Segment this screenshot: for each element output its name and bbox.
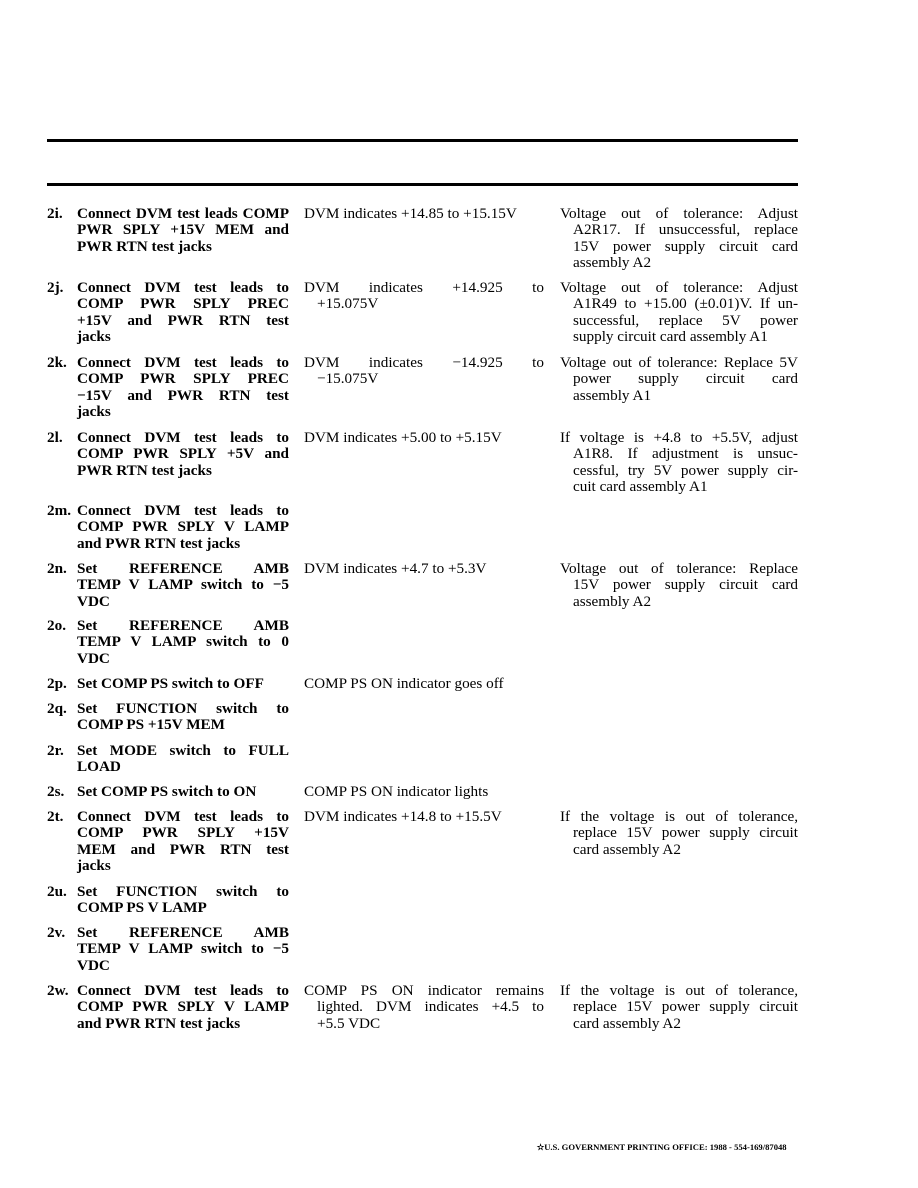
step-action-line: COMP PWR SPLY V LAMP [77, 998, 289, 1016]
step-action-line: Set FUNCTION switch to [77, 883, 289, 900]
step-remedy-line: 15V power supply circuit card [573, 237, 798, 255]
step-number: 2p. [47, 675, 67, 692]
step-action-line: jacks [77, 857, 111, 875]
step-remedy-line: supply circuit card assembly A1 [573, 328, 768, 346]
step-action-line: jacks [77, 328, 111, 346]
step-action-line: Connect DVM test leads to [77, 279, 289, 296]
step-result [304, 430, 544, 446]
step-action-line: COMP PWR SPLY PREC [77, 370, 289, 388]
step-remedy-line: Voltage out of tolerance: Replace 5V [560, 354, 798, 371]
step-action-line: jacks [77, 403, 111, 421]
step-action-line: Set COMP PS switch to OFF [77, 675, 264, 692]
step-action-line: COMP PWR SPLY V LAMP [77, 518, 289, 536]
step-result-line: COMP PS ON indicator lights [304, 783, 489, 800]
step-result-line: lighted. DVM indicates +4.5 to [317, 998, 544, 1016]
step-result [304, 983, 544, 1032]
step-action-line: +15V and PWR RTN test [77, 311, 289, 329]
step-remedy [560, 206, 798, 272]
step-remedy-line: assembly A2 [573, 592, 652, 610]
step-action-line: Set COMP PS switch to ON [77, 783, 257, 800]
step-result-line: DVM indicates +14.85 to +15.15V [304, 205, 517, 222]
step-remedy-line: cuit card assembly A1 [573, 478, 708, 496]
step-action [77, 884, 289, 917]
step-number: 2j. [47, 279, 64, 296]
step-number: 2v. [47, 924, 66, 941]
step-action [77, 743, 289, 776]
step-action-line: Set FUNCTION switch to [77, 700, 289, 717]
step-number: 2k. [47, 354, 67, 371]
step-number: 2l. [47, 429, 63, 446]
step-action-line: VDC [77, 649, 110, 667]
step-action-line: PWR RTN test jacks [77, 237, 212, 255]
step-remedy-line: power supply circuit card [573, 370, 798, 388]
step-result-line: +5.5 VDC [317, 1014, 381, 1032]
step-remedy [560, 355, 798, 404]
step-number: 2o. [47, 617, 66, 634]
step-action-line: Connect DVM test leads to [77, 982, 289, 999]
step-action-line: Connect DVM test leads to [77, 354, 289, 371]
step-result-line: +15.075V [317, 295, 379, 313]
step-action-line: Set REFERENCE AMB [77, 617, 289, 634]
step-number: 2n. [47, 560, 67, 577]
step-number: 2r. [47, 742, 64, 759]
step-number: 2t. [47, 808, 64, 825]
printing-office-footer: ✫U.S. GOVERNMENT PRINTING OFFICE: 1988 - 554-169/87048 [537, 1142, 787, 1152]
step-remedy-line: replace 15V power supply circuit [573, 824, 798, 842]
step-action-line: and PWR RTN test jacks [77, 534, 241, 552]
step-result-line: DVM indicates +4.7 to +5.3V [304, 560, 487, 577]
step-action-line: VDC [77, 592, 110, 610]
step-action [77, 206, 289, 255]
step-remedy-line: A1R8. If adjustment is unsuc- [573, 445, 798, 463]
step-action [77, 983, 289, 1032]
step-action [77, 430, 289, 479]
step-action-line: COMP PS V LAMP [77, 899, 207, 917]
step-remedy-line: successful, replace 5V power [573, 311, 798, 329]
step-action-line: TEMP V LAMP switch to −5 [77, 940, 289, 958]
step-number: 2w. [47, 982, 69, 999]
step-action-line: COMP PS +15V MEM [77, 716, 226, 734]
step-remedy-line: cessful, try 5V power supply cir- [573, 461, 798, 479]
step-action-line: −15V and PWR RTN test [77, 386, 289, 404]
step-result-line: COMP PS ON indicator remains [304, 982, 544, 999]
step-number: 2m. [47, 502, 72, 519]
step-remedy-line: Voltage out of tolerance: Adjust [560, 205, 798, 222]
step-action [77, 355, 289, 421]
step-remedy-line: Voltage out of tolerance: Adjust [560, 279, 798, 296]
step-action [77, 503, 289, 552]
step-number: 2i. [47, 205, 63, 222]
step-action [77, 701, 289, 734]
step-action-line: Connect DVM test leads to [77, 502, 289, 519]
step-remedy [560, 983, 798, 1032]
step-action [77, 784, 289, 800]
step-action-line: MEM and PWR RTN test [77, 840, 289, 858]
step-result [304, 676, 544, 692]
step-remedy-line: If the voltage is out of tolerance, [560, 808, 798, 825]
step-result-line: COMP PS ON indicator goes off [304, 675, 504, 692]
step-action-line: TEMP V LAMP switch to −5 [77, 576, 289, 594]
step-remedy [560, 280, 798, 346]
step-action-line: COMP PWR SPLY +5V and [77, 445, 289, 463]
step-remedy-line: replace 15V power supply circuit [573, 998, 798, 1016]
step-result-line: DVM indicates +5.00 to +5.15V [304, 429, 502, 446]
step-action-line: Set REFERENCE AMB [77, 924, 289, 941]
step-remedy [560, 430, 798, 496]
step-action [77, 618, 289, 667]
step-remedy [560, 809, 798, 858]
step-action [77, 809, 289, 875]
step-action-line: and PWR RTN test jacks [77, 1014, 241, 1032]
step-result-line: DVM indicates +14.8 to +15.5V [304, 808, 502, 825]
step-remedy-line: assembly A2 [573, 254, 652, 272]
step-action-line: COMP PWR SPLY +15V [77, 824, 289, 842]
step-result [304, 809, 544, 825]
step-result-line: DVM indicates −14.925 to [304, 354, 544, 371]
step-remedy [560, 561, 798, 610]
step-action-line: Connect DVM test leads to [77, 808, 289, 825]
step-remedy-line: If the voltage is out of tolerance, [560, 982, 798, 999]
step-remedy-line: A1R49 to +15.00 (±0.01)V. If un- [573, 295, 798, 313]
step-remedy-line: If voltage is +4.8 to +5.5V, adjust [560, 429, 798, 446]
step-action [77, 280, 289, 346]
step-result [304, 355, 544, 388]
step-number: 2u. [47, 883, 67, 900]
step-action-line: TEMP V LAMP switch to 0 [77, 633, 289, 651]
step-result-line: DVM indicates +14.925 to [304, 279, 544, 296]
step-remedy-line: A2R17. If unsuccessful, replace [573, 221, 798, 239]
step-result [304, 280, 544, 313]
step-action-line: Set MODE switch to FULL [77, 742, 289, 759]
step-number: 2s. [47, 783, 65, 800]
step-result [304, 784, 544, 800]
step-result-line: −15.075V [317, 370, 379, 388]
step-remedy-line: Voltage out of tolerance: Replace [560, 560, 798, 577]
step-action-line: PWR SPLY +15V MEM and [77, 221, 289, 239]
step-action-line: PWR RTN test jacks [77, 461, 212, 479]
step-remedy-line: 15V power supply circuit card [573, 576, 798, 594]
step-number: 2q. [47, 700, 67, 717]
step-remedy-line: card assembly A2 [573, 1014, 681, 1032]
step-action-line: Connect DVM test leads to [77, 429, 289, 446]
step-action-line: LOAD [77, 758, 121, 776]
step-action [77, 925, 289, 974]
step-action-line: VDC [77, 956, 110, 974]
step-remedy-line: card assembly A2 [573, 840, 681, 858]
step-action-line: COMP PWR SPLY PREC [77, 295, 289, 313]
step-action [77, 561, 289, 610]
step-action-line: Set REFERENCE AMB [77, 560, 289, 577]
step-remedy-line: assembly A1 [573, 386, 652, 404]
step-action [77, 676, 289, 692]
step-result [304, 206, 544, 222]
step-action-line: Connect DVM test leads COMP [77, 205, 289, 222]
step-result [304, 561, 544, 577]
